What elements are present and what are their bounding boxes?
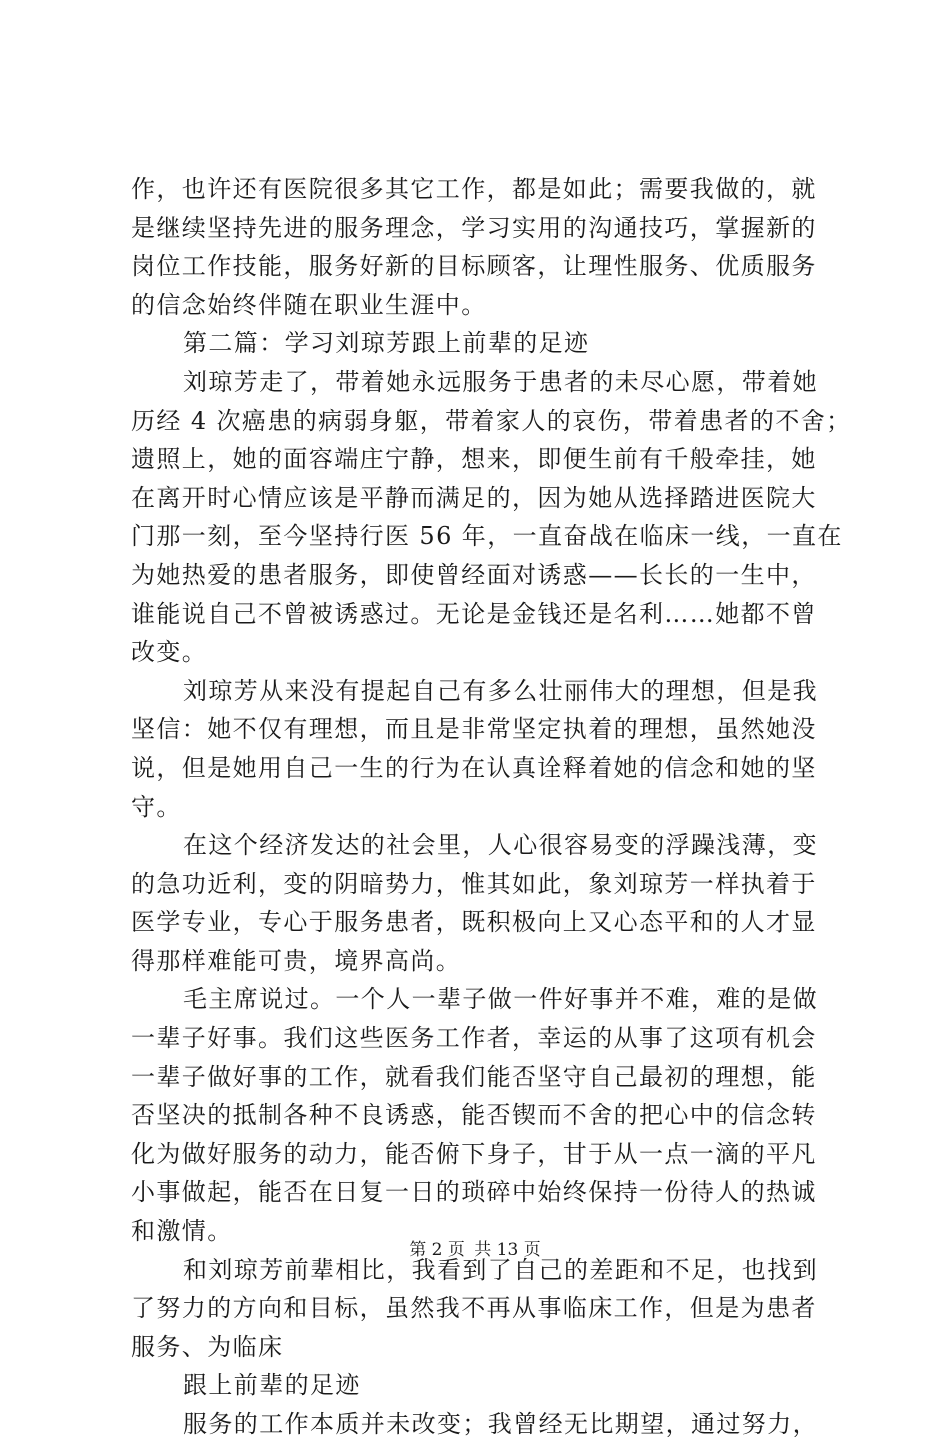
text-line: 守。 (131, 792, 182, 821)
text-line: 历经 4 次癌患的病弱身躯，带着家人的哀伤，带着患者的不舍； (131, 406, 852, 435)
text-line: 服务、为临床 (131, 1332, 284, 1361)
text-line: 在这个经济发达的社会里，人心很容易变的浮躁浅薄，变 (183, 831, 818, 860)
text-line: 说，但是她用自己一生的行为在认真诠释着她的信念和她的坚 (131, 753, 817, 782)
text-line: 化为做好服务的动力，能否俯下身子，甘于从一点一滴的平凡 (131, 1139, 817, 1168)
text-line: 改变。 (131, 638, 208, 667)
text-line: 跟上前辈的足迹 (183, 1371, 361, 1400)
text-line: 的急功近利，变的阴暗势力，惟其如此，象刘琼芳一样执着于 (131, 869, 817, 898)
text-line: 毛主席说过。一个人一辈子做一件好事并不难，难的是做 (183, 985, 818, 1014)
text-line: 为她热爱的患者服务，即使曾经面对诱惑——长长的一生中， (131, 560, 817, 589)
text-line: 是继续坚持先进的服务理念，学习实用的沟通技巧，掌握新的 (131, 213, 817, 242)
text-line: 否坚决的抵制各种不良诱惑，能否锲而不舍的把心中的信念转 (131, 1101, 817, 1130)
page-number: 第 2 页 (409, 1240, 465, 1260)
text-line: 刘琼芳走了，带着她永远服务于患者的未尽心愿，带着她 (183, 367, 818, 396)
text-line: 岗位工作技能，服务好新的目标顾客，让理性服务、优质服务 (131, 252, 817, 281)
text-line: 的信念始终伴随在职业生涯中。 (131, 290, 487, 319)
text-line: 小事做起，能否在日复一日的琐碎中始终保持一份待人的热诚 (131, 1178, 817, 1207)
text-line: 门那一刻，至今坚持行医 56 年，一直奋战在临床一线，一直在 (131, 522, 843, 551)
text-line: 得那样难能可贵，境界高尚。 (131, 946, 462, 975)
text-line: 服务的工作本质并未改变；我曾经无比期望，通过努力， (183, 1410, 818, 1438)
text-line: 和激情。 (131, 1217, 233, 1246)
text-line: 在离开时心情应该是平静而满足的，因为她从选择踏进医院大 (131, 483, 817, 512)
text-line: 谁能说自己不曾被诱惑过。无论是金钱还是名利……她都不曾 (131, 599, 817, 628)
page-footer (0, 1238, 950, 1262)
text-line: 作，也许还有医院很多其它工作，都是如此；需要我做的，就 (131, 175, 817, 203)
text-line: 了努力的方向和目标，虽然我不再从事临床工作，但是为患者 (131, 1294, 817, 1323)
text-line: 一辈子做好事的工作，就看我们能否坚守自己最初的理想，能 (131, 1062, 817, 1091)
text-line: 刘琼芳从来没有提起自己有多么壮丽伟大的理想，但是我 (183, 676, 818, 705)
text-line: 坚信：她不仅有理想，而且是非常坚定执着的理想，虽然她没 (131, 715, 817, 744)
section-heading: 第二篇：学习刘琼芳跟上前辈的足迹 (183, 329, 590, 358)
text-line: 和刘琼芳前辈相比，我看到了自己的差距和不足，也找到 (183, 1255, 818, 1284)
page-total: 共 13 页 (474, 1240, 541, 1260)
text-line: 遗照上，她的面容端庄宁静，想来，即便生前有千般牵挂，她 (131, 445, 817, 474)
text-line: 医学专业，专心于服务患者，既积极向上又心态平和的人才显 (131, 908, 817, 937)
text-line: 一辈子好事。我们这些医务工作者，幸运的从事了这项有机会 (131, 1024, 817, 1053)
